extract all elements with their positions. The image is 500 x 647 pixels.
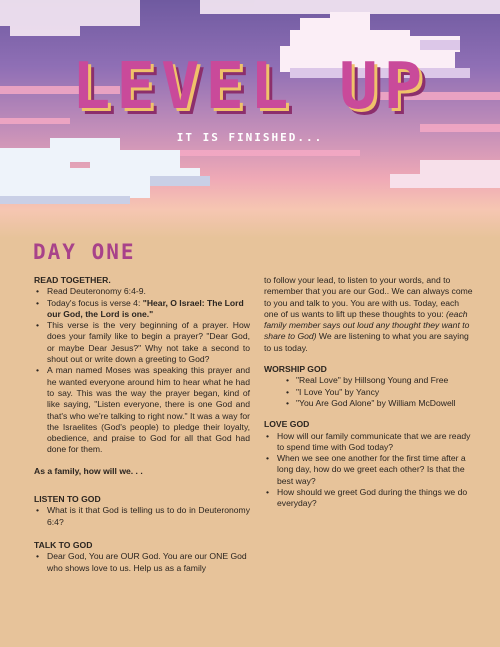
talk-list bbox=[34, 551, 250, 574]
list-item: • "Real Love" by Hillsong Young and Free bbox=[264, 375, 474, 386]
list-item: • "You Are God Alone" by William McDowell bbox=[264, 398, 474, 409]
read-list bbox=[34, 286, 250, 455]
read-heading: READ TOGETHER. bbox=[34, 275, 111, 285]
list-item: • How should we greet God during the things we do everyday? bbox=[264, 487, 474, 510]
list-item: • When we see one another for the first time after a long day, how do we greet each other? Is that the best way? bbox=[264, 453, 474, 487]
hero-title: LEVEL UP bbox=[71, 50, 429, 124]
list-item: • Today's focus is verse 4: "Hear, O Israel: The Lord our God, the Lord is one." bbox=[34, 298, 250, 321]
left-column bbox=[34, 275, 250, 574]
list-item: • How will our family communicate that we are ready to spend time with God today? bbox=[264, 431, 474, 454]
listen-heading: LISTEN TO GOD bbox=[34, 494, 101, 505]
day-title: DAY ONE bbox=[33, 240, 136, 264]
love-list bbox=[264, 431, 474, 510]
list-item: • A man named Moses was speaking this prayer and he wanted everyone around him to hear what he had to say. This was the way the prayer began, kind of like saying, "Listen everyone, there is one God and that's who we're talking to right now." It was a way for the Israelites (God's people) to pledge their loyalty, obedience, and praise to God for all that God had done for them. bbox=[34, 365, 250, 455]
listen-list bbox=[34, 505, 250, 528]
list-item: • "I Love You" by Yancy bbox=[264, 387, 474, 398]
prayer-continuation: to follow your lead, to listen to your words, and to remember that you are our God.. We can always come to you and talk to you. You are with us. Today, each one of us wants to lift up these thoughts to you: (each family member says out loud any thought they want to share to God) We are listening to what you are saying to us today. bbox=[264, 275, 473, 353]
right-column bbox=[264, 275, 474, 510]
hero-subtitle: IT IS FINISHED... bbox=[176, 131, 324, 144]
list-item: • Read Deuteronomy 6:4-9. bbox=[34, 286, 250, 297]
worship-heading: WORSHIP GOD bbox=[264, 364, 327, 375]
verse-text: "Hear, O Israel: The Lord our God, the Lord is one." bbox=[47, 297, 244, 319]
worship-list bbox=[264, 375, 474, 409]
list-item: • Dear God, You are OUR God. You are our ONE God who shows love to us. Help us as a family bbox=[34, 551, 250, 574]
family-line: As a family, how will we. . . bbox=[34, 465, 143, 476]
love-heading: LOVE GOD bbox=[264, 419, 310, 430]
hero-banner bbox=[0, 0, 500, 238]
talk-heading: TALK TO GOD bbox=[34, 539, 93, 550]
list-item: • This verse is the very beginning of a prayer. How does your family like to begin a prayer? "Dear God, or maybe Dear Jesus?" Why not take a second to shout out or write down a greeting to God? bbox=[34, 320, 250, 365]
list-item: • What is it that God is telling us to do in Deuteronomy 6:4? bbox=[34, 505, 250, 528]
